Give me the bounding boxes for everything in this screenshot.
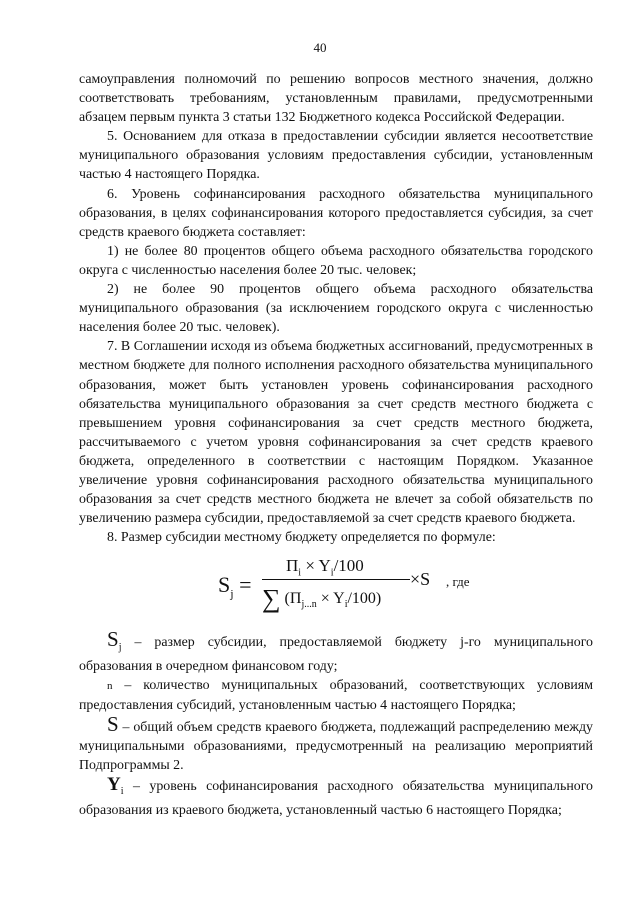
paragraph-5: 5. Основанием для отказа в предоставлении субсидии является несоответствие муниципального образования условиям предоставления субсидии, установленным частью 4 настоящего Порядка.: [79, 129, 593, 183]
definition-sj: $S_j$ – размер субсидии, предоставляемой бюджету j-го муниципального образования в очередном финансовом году;: [79, 627, 593, 674]
formula-denominator: ∑ $(П_{j...n} \times Y_i/100)$: [262, 584, 382, 613]
subsidy-formula: [218, 552, 478, 622]
paragraph-7: 7. В Соглашении исходя из объема бюджетных ассигнований, предусмотренных в местном бюджете для полного исполнения расходного обязательства муниципального образования, может быть установлен уровень софинансирования расходного обязательства муниципального образования за счет средств местного бюджета с превышением уровня софинансирования за счет средств местного бюджета, рассчитываемого с учетом уровня софинансирования за счет средств краевого бюджета, определенного в соответствии с настоящим Порядком. Указанное увеличение уровня софинансирования расходного обязательства муниципального образования за счет средств местного бюджета не влечет за собой обязательств по увеличению размера субсидии, предоставляемой за счет средств краевого бюджета.: [79, 339, 593, 527]
document-body: [79, 70, 593, 547]
paragraph-6-item-1: 1) не более 80 процентов общего объема расходного обязательства городского округа с численностью населения более 20 тыс. человек;: [79, 243, 593, 278]
paragraph-continuation: самоуправления полномочий по решению вопросов местного значения, должно соответствовать требованиям, установленным правилами, предусмотренными абзацем первым пункта 3 статьи 132 Бюджетного кодекса Российской Федерации.: [79, 72, 593, 126]
definition-n: n – количество муниципальных образований, соответствующих условиям предоставления субсидий, установленным частью 4 настоящего Порядка;: [79, 677, 593, 714]
page-number: 40: [313, 40, 327, 55]
formula-numerator: $П_i \times Y_i/100$: [286, 556, 364, 579]
formula-times-s: ×S: [410, 569, 431, 589]
paragraph-8: 8. Размер субсидии местному бюджету определяется по формуле:: [107, 530, 496, 546]
formula-where: , где: [446, 574, 470, 589]
definition-yi: $Y_i$ – уровень софинансирования расходного обязательства муниципального образования из краевого бюджета, установленный частью 6 настоящего Порядка;: [79, 774, 593, 819]
fraction-bar: [262, 579, 410, 580]
paragraph-6: 6. Уровень софинансирования расходного обязательства муниципального образования, в целях софинансирования которого предоставляется субсидия, за счет средств краевого бюджета составляет:: [79, 186, 593, 240]
definition-s: S – общий объем средств краевого бюджета, подлежащий распределению между муниципальными образованиями, предусмотренный на реализацию мероприятий Подпрограммы 2.: [79, 712, 593, 774]
formula-lhs: $S_j$ =: [218, 572, 252, 601]
paragraph-6-item-2: 2) не более 90 процентов общего объема расходного обязательства муниципального образования (за исключением городского округа с численностью населения более 20 тыс. человек).: [79, 282, 593, 336]
formula-definitions: [79, 627, 593, 820]
